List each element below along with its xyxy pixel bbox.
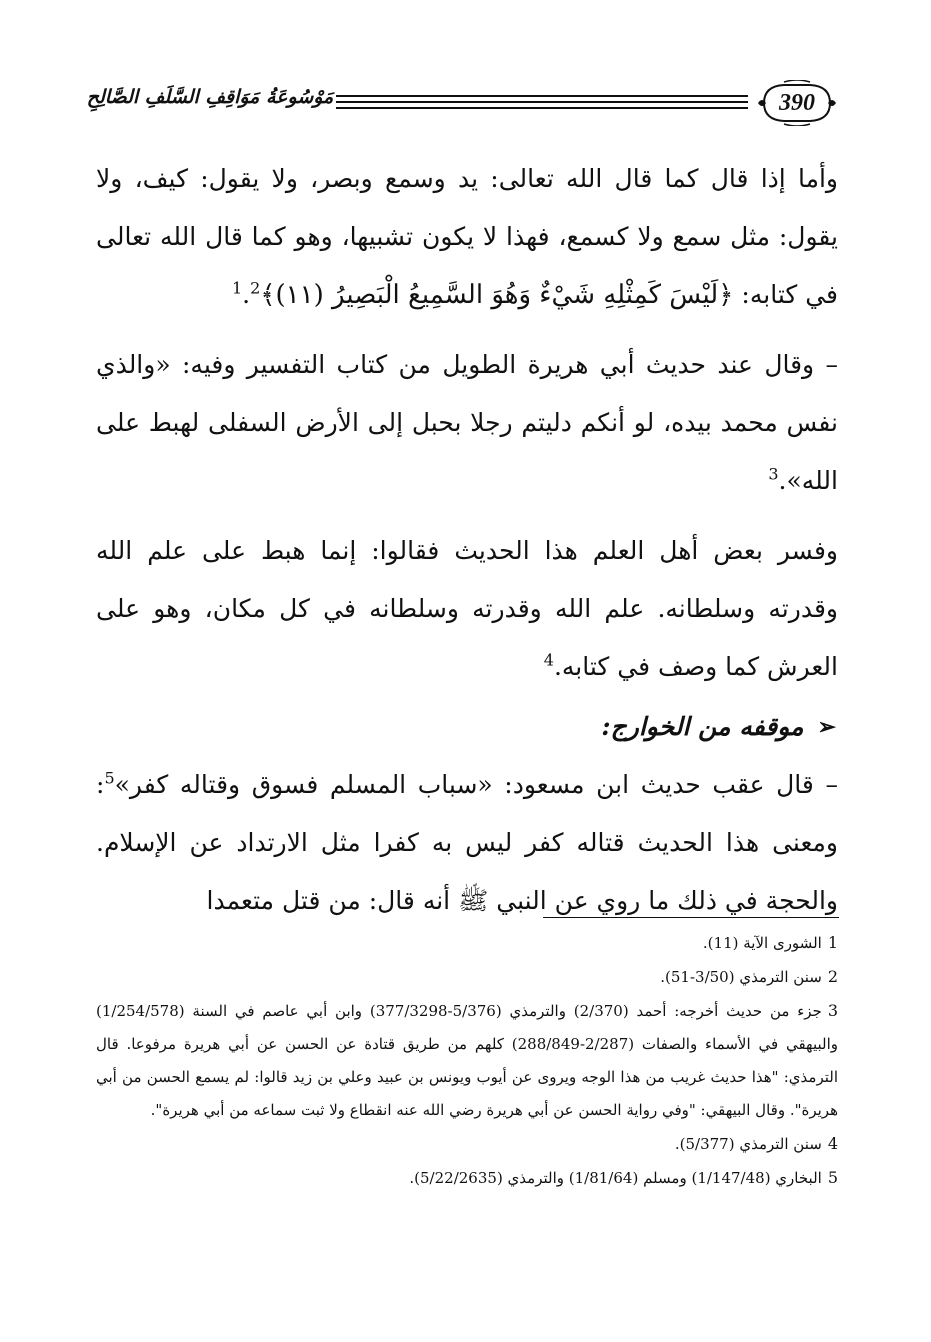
footnote-text: سنن الترمذي (3/50-51). (660, 968, 822, 986)
paragraph-text: – قال عقب حديث ابن مسعود: «سباب المسلم فسوق وقتاله كفر» (114, 770, 838, 799)
footnote (96, 994, 838, 1127)
paragraph (96, 522, 838, 696)
footnote (96, 926, 838, 960)
footnote-ref: 5 (104, 768, 115, 788)
paragraph-text: – وقال عند حديث أبي هريرة الطويل من كتاب التفسير وفيه: «والذي نفس محمد بيده، لو أنكم دليتم رجلا بحبل إلى الأرض السفلى لهبط على الله». (96, 350, 838, 495)
book-title: مَوْسُوعَةُ مَوَاقِفِ السَّلَفِ الصَّالِحِ (86, 86, 334, 108)
footnote-divider (543, 917, 839, 918)
header-rule (336, 101, 748, 103)
paragraph (96, 756, 838, 930)
page-number-badge (754, 80, 840, 126)
footnotes (96, 926, 838, 1195)
paragraph-end: . (242, 280, 251, 309)
section-heading-text: موقفه من الخوارج: (601, 712, 804, 741)
footnote-number: 3 (827, 1001, 838, 1020)
footnote-text: الشورى الآية (11). (702, 934, 822, 952)
footnote-ref: 1 (231, 278, 243, 298)
arrow-bullet-icon: ➢ (817, 714, 836, 740)
main-text (96, 150, 838, 930)
footnote-number: 1 (827, 933, 838, 952)
paragraph-text: وفسر بعض أهل العلم هذا الحديث فقالوا: إنما هبط على علم الله وقدرته وسلطانه. علم الله وقدرته وسلطانه في كل مكان، وهو على العرش كما وصف في كتابه. (96, 536, 838, 681)
paragraph-text: وأما إذا قال كما قال الله تعالى: يد وسمع وبصر، ولا يقول: كيف، ولا يقول: مثل سمع ولا كسمع، فهذا لا يكون تشبيها، وهو كما قال الله تعالى في كتابه: (96, 164, 838, 309)
paragraph (96, 336, 838, 510)
footnote-number: 4 (827, 1134, 838, 1153)
page-header (84, 76, 840, 136)
quran-verse: ﴿لَيْسَ كَمِثْلِهِ شَيْءٌ وَهُوَ السَّمِيعُ الْبَصِيرُ (١١)﴾ (260, 280, 734, 310)
page-number: 390 (779, 89, 815, 116)
footnote-number: 5 (827, 1168, 838, 1187)
paragraph-text: : ومعنى هذا الحديث قتاله كفر ليس به كفرا مثل الارتداد عن الإسلام. والحجة في ذلك ما روي عن النبي ﷺ أنه قال: من قتل متعمدا (96, 770, 838, 915)
footnote-text: سنن الترمذي (5/377). (674, 1135, 822, 1153)
footnote-text: البخاري (1/147/48) ومسلم (1/81/64) والترمذي (5/22/2635). (409, 1169, 822, 1187)
footnote-text: جزء من حديث أخرجه: أحمد (2/370) والترمذي (5/376-377/3298) وابن أبي عاصم في السنة (1/254/578) والبيهقي في الأسماء والصفات (2/287-288/849) كلهم من طريق قتادة عن الحسن عن أبي هريرة مرفوعا. قال الترمذي: "هذا حديث غريب من هذا الوجه ويروى عن أيوب ويونس بن عبيد وعلي بن زيد قالوا: لم يسمع الحسن من أبي هريرة". وقال البيهقي: "وفي رواية الحسن عن أبي هريرة رضي الله عنه انقطاع ولا ثبت سماعه من أبي هريرة". (96, 1002, 838, 1119)
footnote (96, 960, 838, 994)
section-heading (96, 702, 838, 752)
footnote-number: 2 (827, 967, 838, 986)
footnote-ref: 2 (250, 278, 261, 298)
paragraph (96, 150, 838, 324)
footnote (96, 1127, 838, 1161)
header-rule (336, 95, 748, 97)
footnote-ref: 3 (768, 464, 779, 484)
footnote (96, 1161, 838, 1195)
footnote-ref: 4 (543, 650, 554, 670)
header-rule (336, 107, 748, 109)
